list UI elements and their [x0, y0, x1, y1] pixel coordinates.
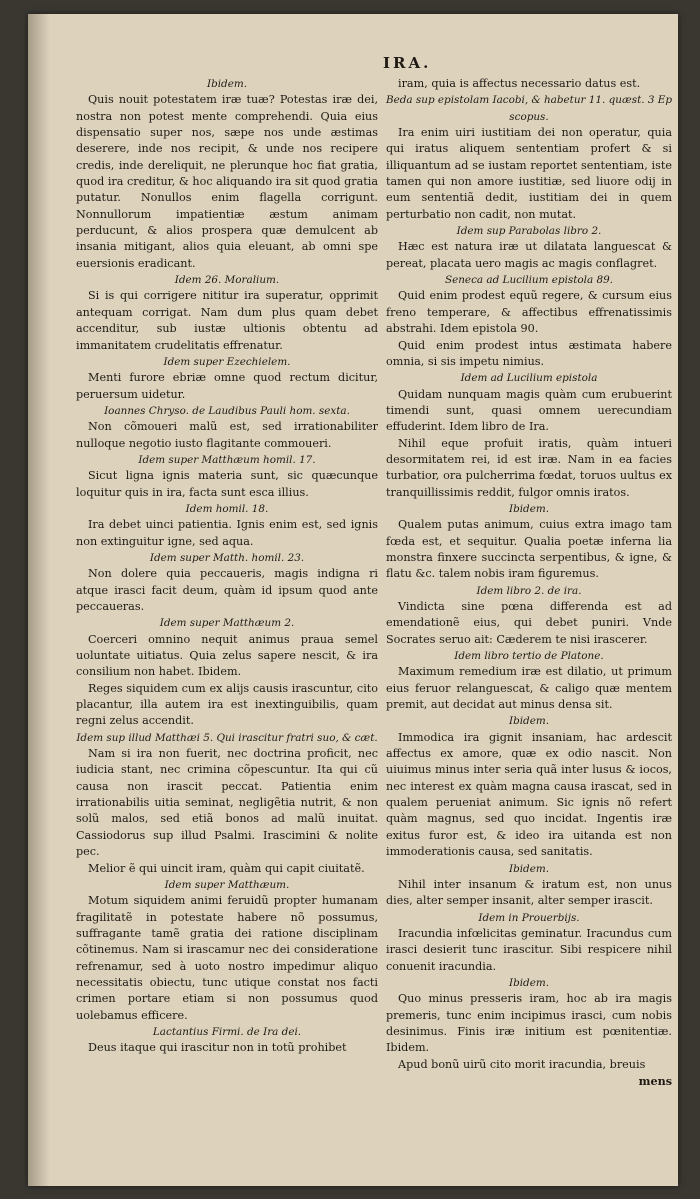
source-citation: Ibidem. [508, 715, 550, 728]
text-paragraph: Nihil eque profuit iratis, quàm intueri desormitatem rei, id est iræ. Nam in ea facies turbatior, ora pulcherrima fœdat, toruos uultus ex tranquillissimis reddit, fulgor omnis iratos. [386, 436, 672, 499]
text-paragraph: Ira enim uiri iustitiam dei non operatur, quia qui iratus aliquem sententiam profert & si illiquantum ad se iustam reportet sententiam, iste tamen qui non amore iustitiæ, sed liuore odij in eum sententiã dedit, iustitiam dei in quem perturbatio non cadit, non mutat. [386, 126, 672, 221]
text-paragraph: Nam si ira non fuerit, nec doctrina proficit, nec iudicia stant, nec crimina cõpescuntur. Ita qui cũ causa non irascit peccat. Patientia enim irrationabilis uitia seminat, negligẽtia nutrit, & non solũ malos, sed etiã bonos ad malũ inuitat. Cassiodorus sup illud Psalmi. Irascimini & nolite pec. [76, 747, 378, 859]
source-citation: Idem super Ezechielem. [163, 355, 291, 368]
text-paragraph: Deus itaque qui irascitur non in totũ prohibet [88, 1041, 347, 1055]
text-paragraph: Qualem putas animum, cuius extra imago tam fœda est, et sequitur. Qualia poetæ inferna lia monstra finxere succincta serpentibus, & igne, & flatu &c. talem nobis iram figuremus. [386, 518, 672, 581]
source-citation: Beda sup epistolam Iacobi, & habetur 11. quæst. 3 Ep scopus. [386, 94, 673, 123]
text-paragraph: Non dolere quia peccaueris, magis indigna ri atque irasci facit deum, quàm id ipsum quod ante peccaueras. [76, 567, 378, 613]
running-head: IRA. [383, 54, 432, 72]
text-paragraph: Non cõmoueri malũ est, sed irrationabiliter nulloque negotio iusto flagitante commoueri. [76, 420, 378, 450]
text-paragraph: Hæc est natura iræ ut dilatata languescat & pereat, placata uero magis ac magis conflagret. [386, 240, 672, 270]
source-citation: Idem libro 2. de ira. [476, 584, 582, 597]
text-paragraph: Immodica ira gignit insaniam, hac ardescit affectus ex amore, quæ ex odio nascit. Non uiuimus minus inter seria quã inter lusus & iocos, nec interest ex quàm magna causa irascat, sed in qualem perueniat animum. Sic ignis nõ refert quàm magnus, sed quo incidat. Ingentis iræ exitus furor est, & ideo ira uitanda est non immoderationis causa, sed sanitatis. [386, 730, 672, 859]
source-citation: Idem ad Lucilium epistola [460, 372, 598, 385]
source-citation: Ibidem. [206, 78, 248, 90]
right-column [386, 76, 672, 1089]
text-paragraph: Maximum remedium iræ est dilatio, ut primum eius feruor relanguescat, & caligo quæ mentem premit, aut decidat aut minus densa sit. [386, 665, 672, 712]
text-paragraph: Quid enim prodest equũ regere, & cursum eius freno temperare, & affectibus effrenatissimis abstrahi. Idem epistola 90. [386, 289, 672, 336]
source-citation: Seneca ad Lucilium epistola 89. [444, 274, 614, 287]
text-paragraph: Apud bonũ uirũ cito morit iracundia, breuis [398, 1057, 646, 1071]
text-paragraph: Ira debet uinci patientia. Ignis enim est, sed ignis non extinguitur igne, sed aqua. [76, 518, 378, 548]
text-paragraph: Quis nouit potestatem iræ tuæ? Potestas iræ dei, nostra non potest mente comprehendi. Quia eius dispensatio super nos, sæpe nos unde æstimas deserere, inde nos recipit, & unde nos recipere credis, inde dereliquit, ne plerunque hoc fiat gratia, quod ira creditur, & hoc aliquando ira sit quod gratia putatur. Nonullos enim flagella corrigunt. Nonnullorum impatientiæ æstum animam perducunt, & alios prospera quæ demulcent ab insania mitigant, alios quia eleuant, ab omni spe euersionis eradicant. [76, 93, 378, 270]
source-citation: Idem 26. Moralium. [174, 274, 280, 287]
source-citation: Idem sup illud Matthæi 5. Qui irascitur fratri suo, & cæt. [76, 731, 378, 744]
text-paragraph: Melior ẽ qui uincit iram, quàm qui capit ciuitatẽ. [88, 861, 365, 875]
source-citation: Lactantius Firmi. de Ira dei. [152, 1025, 302, 1038]
source-citation: Idem in Prouerbijs. [478, 911, 580, 924]
text-paragraph: Si is qui corrigere nititur ira superatur, opprimit antequam corrigat. Nam dum plus quam debet accenditur, sub iustæ ultionis obtentu ad immanitatem crudelitatis effrenatur. [76, 289, 378, 352]
source-citation: Idem super Matthæum 2. [159, 617, 295, 630]
source-citation: Idem super Matthæum homil. 17. [138, 453, 316, 466]
source-citation: Idem super Matth. homil. 23. [149, 551, 305, 564]
text-paragraph: Quo minus presseris iram, hoc ab ira magis premeris, tunc enim incipimus irasci, cum nobis desinimus. Finis iræ initium est pœnitentiæ. Ibidem. [386, 992, 672, 1055]
book-page [28, 14, 678, 1186]
source-citation: Ibidem. [508, 502, 550, 515]
text-paragraph: Vindicta sine pœna differenda est ad emendationẽ eius, qui debet puniri. Vnde Socrates seruo ait: Cæderem te nisi irascerer. [386, 600, 672, 646]
left-column [76, 76, 378, 1057]
binding-shadow [28, 14, 50, 1186]
text-paragraph: Coerceri omnino nequit animus praua semel uoluntate uitiatus. Quia zelus sapere nescit, & ira consilium non habet. Ibidem. [76, 632, 378, 679]
source-citation: Idem homil. 18. [185, 502, 269, 515]
catchword: mens [638, 1073, 672, 1088]
source-citation: Ioannes Chryso. de Laudibus Pauli hom. sexta. [104, 404, 350, 417]
source-citation: Ibidem. [508, 976, 550, 989]
source-citation: Idem sup Parabolas libro 2. [456, 225, 602, 238]
source-citation: Ibidem. [508, 862, 550, 875]
text-paragraph: Quidam nunquam magis quàm cum erubuerint timendi sunt, quasi omnem uerecundiam effuderint. Idem libro de Ira. [386, 387, 672, 434]
text-paragraph: Reges siquidem cum ex alijs causis irascuntur, cito placantur, illa autem ira est inextinguibilis, quam regni zelus accendit. [76, 681, 378, 728]
text-paragraph: Motum siquidem animi feruidũ propter humanam fragilitatẽ in potestate habere nõ possumus, suffragante tamẽ gratia dei ratione disciplinam cõtinemus. Nam si irascamur nec dei consideratione refrenamur, sed à uoto nostro impedimur aliquo necessitatis obiectu, tunc utique constat nos facti crimen portare etiam si non possumus quod uolebamus efficere. [76, 894, 378, 1022]
text-paragraph: Iracundia infœlicitas geminatur. Iracundus cum irasci desierit tunc irascitur. Sibi respicere nihil conuenit iracundia. [386, 926, 672, 973]
text-paragraph: Nihil inter insanum & iratum est, non unus dies, alter semper insanit, alter semper irascit. [386, 877, 672, 908]
text-paragraph: Menti furore ebriæ omne quod rectum dicitur, peruersum uidetur. [76, 371, 378, 401]
source-citation: Idem libro tertio de Platone. [454, 650, 604, 663]
source-citation: Idem super Matthæum. [164, 878, 290, 891]
text-paragraph: Quid enim prodest intus æstimata habere omnia, si sis impetu nimius. [386, 338, 672, 368]
text-paragraph: iram, quia is affectus necessario datus est. [398, 77, 641, 90]
text-paragraph: Sicut ligna ignis materia sunt, sic quæcunque loquitur quis in ira, facta sunt esca illius. [76, 469, 378, 499]
